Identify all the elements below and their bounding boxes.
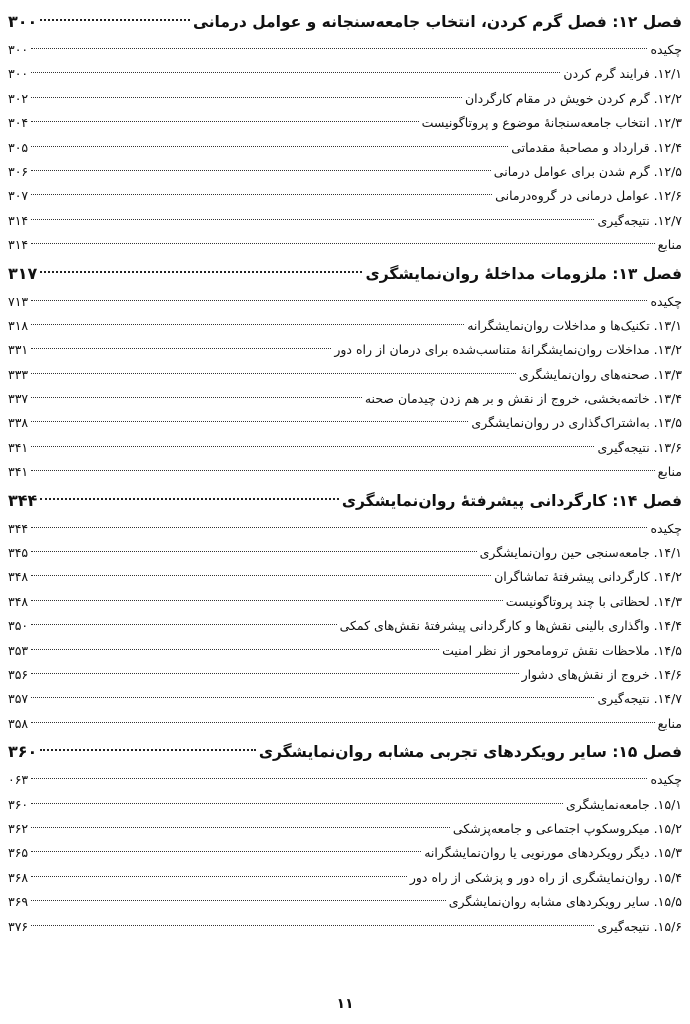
toc-entry[interactable] bbox=[8, 184, 682, 208]
toc-entry[interactable] bbox=[8, 541, 682, 565]
entry-title: منابع bbox=[657, 464, 682, 480]
toc-entry[interactable] bbox=[8, 38, 682, 62]
dot-leader bbox=[31, 219, 594, 220]
entry-title: ۱۴/۵. ملاحظات نقش ترومامحور از نظر امنیت bbox=[442, 642, 682, 658]
toc-entry[interactable] bbox=[8, 866, 682, 890]
toc-entry[interactable] bbox=[8, 290, 682, 314]
dot-leader bbox=[31, 673, 518, 674]
dot-leader bbox=[31, 397, 362, 398]
dot-leader bbox=[31, 827, 450, 828]
dot-leader bbox=[31, 373, 516, 374]
dot-leader bbox=[31, 170, 491, 171]
entry-page-number: ۳۴۴ bbox=[8, 520, 29, 536]
toc-entry[interactable] bbox=[8, 338, 682, 362]
entry-title: ۱۴/۴. واگذاری بالینی نقش‌ها و کارگردانی پیشرفتهٔ نقش‌های کمکی bbox=[339, 618, 682, 634]
entry-page-number: ۳۴۵ bbox=[8, 545, 29, 561]
toc-entry[interactable] bbox=[8, 915, 682, 939]
entry-title: چکیده bbox=[650, 293, 682, 309]
entry-title: ۱۳/۶. نتیجه‌گیری bbox=[597, 439, 682, 455]
dot-leader bbox=[31, 121, 419, 122]
entry-page-number: ۳۷۶ bbox=[8, 918, 29, 934]
dot-leader bbox=[31, 300, 647, 301]
toc-entry[interactable] bbox=[8, 111, 682, 135]
entry-page-number: ۳۳۷ bbox=[8, 391, 29, 407]
toc-entry[interactable] bbox=[8, 793, 682, 817]
entry-title: ۱۵/۲. میکروسکوپ اجتماعی و جامعه‌پزشکی bbox=[452, 820, 682, 836]
toc-entry[interactable] bbox=[8, 687, 682, 711]
toc-entry[interactable] bbox=[8, 565, 682, 589]
dot-leader bbox=[31, 446, 594, 447]
toc-entry[interactable] bbox=[8, 436, 682, 460]
dot-leader bbox=[31, 624, 336, 625]
toc-entry[interactable] bbox=[8, 160, 682, 184]
toc-entry[interactable] bbox=[8, 136, 682, 160]
chapter-page-number: ۳۰۰ bbox=[8, 12, 38, 31]
entry-title: ۱۳/۴. خاتمه‌بخشی، خروج از نقش و بر هم زدن چیدمان صحنه bbox=[364, 391, 682, 407]
toc-entry[interactable] bbox=[8, 639, 682, 663]
entry-page-number: ۳۶۰ bbox=[8, 796, 29, 812]
toc-entry[interactable] bbox=[8, 460, 682, 484]
toc-entry[interactable] bbox=[8, 411, 682, 435]
dot-leader bbox=[31, 778, 647, 779]
entry-title: ۱۴/۱. جامعه‌سنجی حین روان‌نمایشگری bbox=[479, 545, 682, 561]
dot-leader bbox=[31, 72, 560, 73]
entry-page-number: ۳۶۵ bbox=[8, 845, 29, 861]
entry-page-number: ۳۴۸ bbox=[8, 569, 29, 585]
chapter-heading[interactable] bbox=[8, 485, 682, 517]
dot-leader bbox=[31, 146, 508, 147]
toc-entry[interactable] bbox=[8, 614, 682, 638]
entry-title: ۱۵/۵. سایر رویکردهای مشابه روان‌نمایشگری bbox=[448, 894, 682, 910]
chapter-title: فصل ۱۴: کارگردانی پیشرفتهٔ روان‌نمایشگری bbox=[341, 491, 682, 510]
entry-title: ۱۵/۳. دیگر رویکردهای مورنویی یا روان‌نمایشگرانه bbox=[424, 845, 682, 861]
dot-leader bbox=[31, 722, 654, 723]
chapter-heading[interactable] bbox=[8, 736, 682, 768]
entry-page-number: ۳۰۶ bbox=[8, 163, 29, 179]
chapter-title: فصل ۱۵: سایر رویکردهای تجربی مشابه روان‌نمایشگری bbox=[258, 743, 682, 762]
page-number: ۱۱ bbox=[336, 996, 354, 1012]
entry-page-number: ۳۰۰ bbox=[8, 42, 29, 57]
dot-leader bbox=[31, 900, 446, 901]
chapter-page-number: ۳۴۴ bbox=[8, 490, 38, 510]
entry-page-number: ۳۵۰ bbox=[8, 618, 29, 634]
entry-title: منابع bbox=[657, 715, 682, 731]
dot-leader bbox=[31, 851, 421, 852]
toc-entry[interactable] bbox=[8, 314, 682, 338]
toc-entry[interactable] bbox=[8, 768, 682, 792]
entry-title: ۱۵/۴. روان‌نمایشگری از راه دور و پزشکی از راه دور bbox=[409, 869, 682, 885]
entry-title: ۱۲/۶. عوامل درمانی در گروه‌درمانی bbox=[495, 188, 682, 204]
chapter-page-number: ۳۱۷ bbox=[8, 263, 38, 283]
dot-leader bbox=[40, 271, 362, 273]
toc-entry[interactable] bbox=[8, 817, 682, 841]
dot-leader bbox=[31, 48, 647, 49]
dot-leader bbox=[31, 470, 654, 471]
dot-leader bbox=[31, 551, 476, 552]
entry-title: چکیده bbox=[650, 42, 682, 57]
toc-entry[interactable] bbox=[8, 387, 682, 411]
entry-title: ۱۳/۵. به‌اشتراک‌گذاری در روان‌نمایشگری bbox=[471, 415, 682, 431]
entry-page-number: ۳۵۸ bbox=[8, 715, 29, 731]
entry-page-number: ۳۴۱ bbox=[8, 439, 29, 455]
entry-page-number: ۳۰۴ bbox=[8, 115, 29, 131]
dot-leader bbox=[40, 749, 256, 751]
chapter-title: فصل ۱۳: ملزومات مداخلهٔ روان‌نمایشگری bbox=[365, 264, 682, 283]
entry-title: ۱۲/۷. نتیجه‌گیری bbox=[597, 212, 682, 228]
toc-entry[interactable] bbox=[8, 712, 682, 736]
entry-page-number: ۳۰۰ bbox=[8, 66, 29, 82]
dot-leader bbox=[31, 649, 439, 650]
dot-leader bbox=[31, 575, 491, 576]
entry-title: ۱۵/۱. جامعه‌نمایشگری bbox=[566, 796, 682, 812]
dot-leader bbox=[31, 421, 468, 422]
entry-title: ۱۴/۲. کارگردانی پیشرفتهٔ تماشاگران bbox=[494, 569, 682, 585]
dot-leader bbox=[31, 194, 492, 195]
entry-page-number: ۳۶۹ bbox=[8, 894, 29, 910]
dot-leader bbox=[31, 925, 594, 926]
entry-page-number: ۳۰۷ bbox=[8, 188, 29, 204]
entry-page-number: ۰۶۳ bbox=[8, 772, 29, 788]
entry-page-number: ۳۴۸ bbox=[8, 593, 29, 609]
chapter-title: فصل ۱۲: فصل گرم کردن، انتخاب جامعه‌سنجانه و عوامل درمانی bbox=[193, 13, 682, 31]
entry-page-number: ۷۱۳ bbox=[8, 293, 29, 309]
entry-page-number: ۳۳۸ bbox=[8, 415, 29, 431]
toc-entry[interactable] bbox=[8, 62, 682, 86]
toc-entry[interactable] bbox=[8, 517, 682, 541]
chapter-heading[interactable] bbox=[8, 258, 682, 290]
toc-entry[interactable] bbox=[8, 663, 682, 687]
entry-title: ۱۵/۶. نتیجه‌گیری bbox=[597, 918, 682, 934]
entry-page-number: ۳۶۲ bbox=[8, 820, 29, 836]
entry-page-number: ۳۳۱ bbox=[8, 342, 29, 358]
dot-leader bbox=[31, 97, 462, 98]
entry-title: ۱۴/۳. لحظاتی با چند پروتاگونیست bbox=[505, 593, 682, 609]
entry-page-number: ۳۰۲ bbox=[8, 90, 29, 106]
entry-title: ۱۲/۴. قرارداد و مصاحبهٔ مقدماتی bbox=[511, 139, 682, 155]
toc-entry[interactable] bbox=[8, 841, 682, 865]
entry-page-number: ۳۴۱ bbox=[8, 464, 29, 480]
entry-title: ۱۲/۲. گرم کردن خویش در مقام کارگردان bbox=[465, 90, 682, 106]
entry-page-number: ۳۵۳ bbox=[8, 642, 29, 658]
entry-page-number: ۳۳۳ bbox=[8, 366, 29, 382]
dot-leader bbox=[40, 19, 190, 21]
entry-page-number: ۳۶۸ bbox=[8, 869, 29, 885]
chapter-page-number: ۳۶۰ bbox=[8, 742, 38, 762]
entry-title: چکیده bbox=[650, 772, 682, 788]
entry-title: منابع bbox=[657, 237, 682, 253]
entry-title: ۱۲/۵. گرم شدن برای عوامل درمانی bbox=[493, 163, 682, 179]
dot-leader bbox=[31, 527, 647, 528]
toc-entry[interactable] bbox=[8, 209, 682, 233]
chapter-heading[interactable] bbox=[8, 6, 682, 38]
dot-leader bbox=[31, 243, 654, 244]
entry-page-number: ۳۵۶ bbox=[8, 666, 29, 682]
toc-entry[interactable] bbox=[8, 363, 682, 387]
dot-leader bbox=[31, 324, 464, 325]
toc-entry[interactable] bbox=[8, 233, 682, 257]
entry-title: ۱۲/۳. انتخاب جامعه‌سنجانهٔ موضوع و پروتاگونیست bbox=[421, 115, 682, 131]
entry-page-number: ۳۰۵ bbox=[8, 139, 29, 155]
entry-page-number: ۳۵۷ bbox=[8, 691, 29, 707]
dot-leader bbox=[31, 348, 331, 349]
dot-leader bbox=[40, 498, 339, 500]
entry-title: ۱۳/۲. مداخلات روان‌نمایشگرانهٔ متناسب‌شده برای درمان از راه دور bbox=[334, 342, 682, 358]
entry-page-number: ۳۱۸ bbox=[8, 317, 29, 333]
dot-leader bbox=[31, 600, 503, 601]
entry-title: چکیده bbox=[650, 520, 682, 536]
entry-title: ۱۳/۳. صحنه‌های روان‌نمایشگری bbox=[518, 366, 682, 382]
table-of-contents bbox=[8, 6, 682, 939]
entry-title: ۱۳/۱. تکنیک‌ها و مداخلات روان‌نمایشگرانه bbox=[467, 317, 682, 333]
toc-entry[interactable] bbox=[8, 590, 682, 614]
dot-leader bbox=[31, 876, 407, 877]
entry-page-number: ۳۱۴ bbox=[8, 237, 29, 253]
toc-entry[interactable] bbox=[8, 890, 682, 914]
toc-entry[interactable] bbox=[8, 87, 682, 111]
entry-title: ۱۴/۷. نتیجه‌گیری bbox=[597, 691, 682, 707]
dot-leader bbox=[31, 803, 563, 804]
entry-title: ۱۲/۱. فرایند گرم کردن bbox=[563, 66, 682, 82]
entry-title: ۱۴/۶. خروج از نقش‌های دشوار bbox=[521, 666, 682, 682]
dot-leader bbox=[31, 697, 594, 698]
entry-page-number: ۳۱۴ bbox=[8, 212, 29, 228]
